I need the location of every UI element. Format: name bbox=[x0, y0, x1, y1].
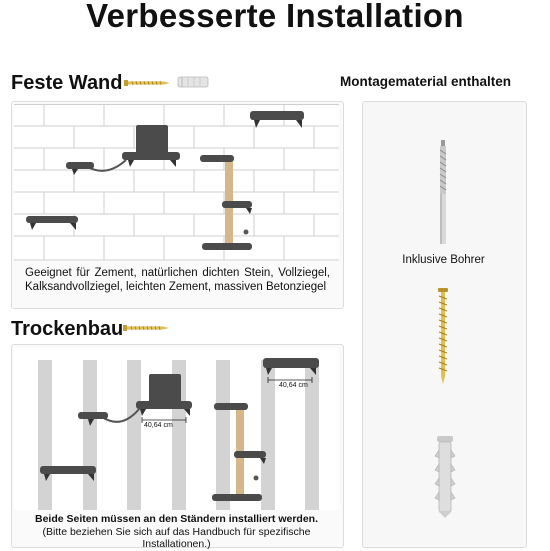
dowel-icon bbox=[434, 436, 456, 518]
drywall-note bbox=[14, 513, 339, 551]
drywall-cat-furniture bbox=[14, 348, 339, 510]
dimension-label-house: 40,64 cm bbox=[144, 422, 173, 429]
drill-caption: Inklusive Bohrer bbox=[402, 254, 485, 266]
screw-icon bbox=[436, 288, 450, 384]
wall-description: Geeignet für Zement, natürlichen dichten Stein, Vollziegel, Kalksandvollziegel, leichten Zement, massiven Betonziegel bbox=[25, 267, 330, 293]
drywall-note-bold: Beide Seiten müssen an den Ständern installiert werden. bbox=[35, 513, 318, 525]
wall-cat-furniture bbox=[14, 104, 339, 261]
screw-icon bbox=[123, 321, 173, 335]
dimension-label-top: 40,64 cm bbox=[279, 382, 308, 389]
page-title: Verbesserte Installation bbox=[86, 0, 464, 34]
wall-anchor-icon bbox=[178, 75, 212, 89]
screw-icon bbox=[124, 76, 174, 90]
drywall-heading: Trockenbau bbox=[11, 318, 124, 340]
drywall-note-normal: (Bitte beziehen Sie sich auf das Handbuch für spezifische Installationen.) bbox=[42, 525, 311, 550]
wall-heading: Feste Wand bbox=[11, 72, 123, 94]
hardware-heading: Montagematerial enthalten bbox=[340, 74, 512, 89]
drill-bit-icon bbox=[436, 140, 450, 245]
